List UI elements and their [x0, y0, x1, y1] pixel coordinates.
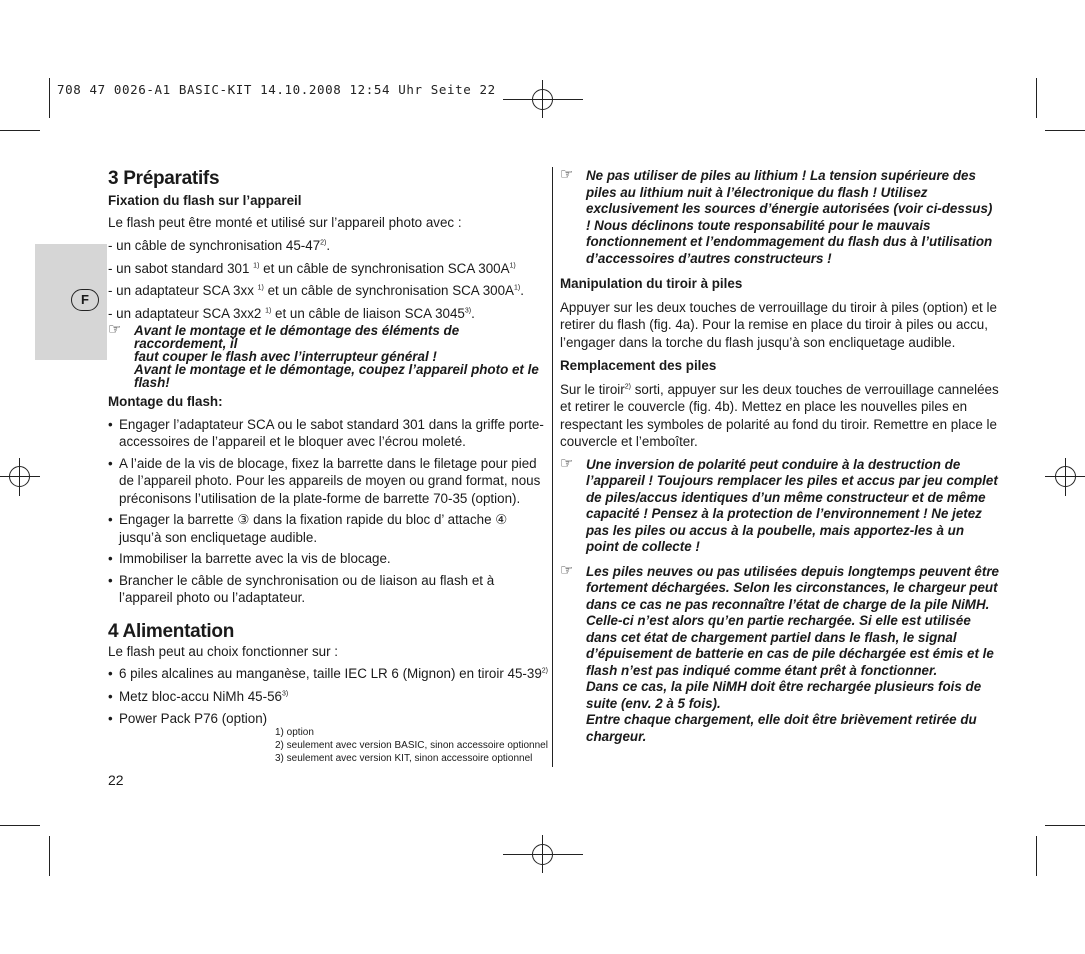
- footnotes: [275, 726, 548, 765]
- list-item: • A l’aide de la vis de blocage, fixez la barrette dans le filetage pour pied de l’appareil photo. Pour les appareils de moyen ou grand format, nous préconisons l’utilisation de la plate-forme de barrette 70-35 (option).: [108, 455, 548, 508]
- list-item: • Brancher le câble de synchronisation ou de liaison au flash et à l’appareil photo ou l’adaptateur.: [108, 572, 548, 607]
- list-item: • Engager la barrette ③ dans la fixation rapide du bloc d’ attache ④ jusqu’à son encliquetage audible.: [108, 511, 548, 546]
- warning-note: ☞ Ne pas utiliser de piles au lithium ! La tension supérieure des piles au lithium nuit à l’électronique du flash ! Utilisez exclusivement les sources d’énergie autorisées (voir ci-dessus) ! Nous déclinons toute responsabilité pour le mauvais fonctionnement et l’endommagement du flash dus à l’utilisation d’accessoires d’autres constructeurs !: [560, 166, 993, 266]
- language-badge: F: [71, 289, 99, 311]
- remplacement-text: Sur le tiroir$^{2)}$ sorti, appuyer sur les deux touches de verrouillage cannelées et retirer le couvercle (fig. 4b). Mettez en place les nouvelles piles en respectant les symboles de polarité au fond du tiroir. Remettre en place le couvercle et l’emboîter.: [560, 381, 999, 449]
- fixation-heading: Fixation du flash sur l’appareil: [108, 193, 302, 208]
- warning-note: ☞ Les piles neuves ou pas utilisées depuis longtemps peuvent être fortement déchargées. Selon les circonstances, le chargeur peut dans ce cas ne pas reconnaître l’état de charge de la pile NiMH. Celle-ci n’est alors qu’en partie rechargée. Si elle est utilisée dans cet état de chargement partiel dans le flash, le signal d’épuisement de batterie en cas de pile déchargée est émis et le flash n’est pas indiqué comme étant prêt à fonctionner. Dans ce cas, la pile NiMH doit être rechargée plusieurs fois de suite (env. 2 à 5 fois). Entre chaque chargement, elle doit être brièvement retirée du chargeur.: [560, 561, 999, 744]
- alimentation-intro: Le flash peut au choix fonctionner sur :: [108, 643, 339, 659]
- footnote: 2) seulement avec version BASIC, sinon accessoire optionnel: [275, 740, 548, 751]
- option-item: - un sabot standard 301 $^{1)}$ et un câble de synchronisation SCA $300A^{1)}$: [108, 260, 516, 276]
- right-column: [560, 168, 1000, 749]
- footnote: 1) option: [275, 727, 314, 738]
- left-column: [108, 168, 548, 732]
- fixation-intro: Le flash peut être monté et utilisé sur l’appareil photo avec :: [108, 214, 462, 230]
- pointing-hand-icon: ☞: [560, 561, 574, 579]
- montage-heading: Montage du flash:: [108, 394, 223, 409]
- option-item: - un adaptateur SCA 3xx2 $^{1)}$ et un câble de liaison SCA 3045$^{3)}$.: [108, 305, 475, 321]
- pointing-hand-icon: ☞: [560, 454, 574, 472]
- section-4-title: 4 Alimentation: [108, 620, 234, 642]
- warning-note: ☞ Avant le montage et le démontage des éléments de raccordement, il faut couper le flash avec l’interrupteur général ! Avant le montage et le démontage, coupez l’appareil photo et le flash!: [108, 321, 539, 390]
- section-3-title: 3 Préparatifs: [108, 168, 220, 189]
- warning-note: ☞ Une inversion de polarité peut conduire à la destruction de l’appareil ! Toujours remplacer les piles et accus par jeu complet de piles/accus identiques d’un même constructeur et de même capacité ! Pensez à la protection de l’environnement ! Ne jetez pas les piles ou accus à la poubelle, mais apportez-les à un point de collecte !: [560, 454, 998, 554]
- list-item: • 6 piles alcalines au manganèse, taille IEC LR 6 (Mignon) en tiroir 45-39$^{2)}$: [108, 665, 548, 683]
- list-item: • Power Pack P76 (option): [108, 710, 548, 728]
- pointing-hand-icon: ☞: [108, 321, 122, 338]
- list-item: • Immobiliser la barrette avec la vis de blocage.: [108, 550, 548, 568]
- option-item: - un adaptateur SCA 3xx $^{1)}$ et un câble de synchronisation SCA $300A^{1)}$.: [108, 283, 524, 298]
- tiroir-text: Appuyer sur les deux touches de verrouillage du tiroir à piles (option) et le retirer du flash (fig. 4a). Pour la remise en place du tiroir à piles ou accu, l’engager dans la torche du flash jusqu’à son encliquetage audible.: [560, 299, 997, 350]
- column-divider: [552, 167, 553, 767]
- tiroir-heading: Manipulation du tiroir à piles: [560, 276, 743, 291]
- footnote: 3) seulement avec version KIT, sinon accessoire optionnel: [275, 753, 533, 764]
- page-number: 22: [108, 772, 124, 788]
- remplacement-heading: Remplacement des piles: [560, 358, 717, 373]
- option-item: - un câble de synchronisation 45-47$^{2)}$.: [108, 238, 331, 253]
- list-item: • Metz bloc-accu NiMh 45-56$^{3)}$: [108, 688, 548, 706]
- pointing-hand-icon: ☞: [560, 166, 574, 183]
- list-item: • Engager l’adaptateur SCA ou le sabot standard 301 dans la griffe porte-accessoires de l’appareil et le bloquer avec l’écrou moleté.: [108, 416, 548, 451]
- print-slug: 708 47 0026-A1 BASIC-KIT 14.10.2008 12:54 Uhr Seite 22: [57, 82, 496, 97]
